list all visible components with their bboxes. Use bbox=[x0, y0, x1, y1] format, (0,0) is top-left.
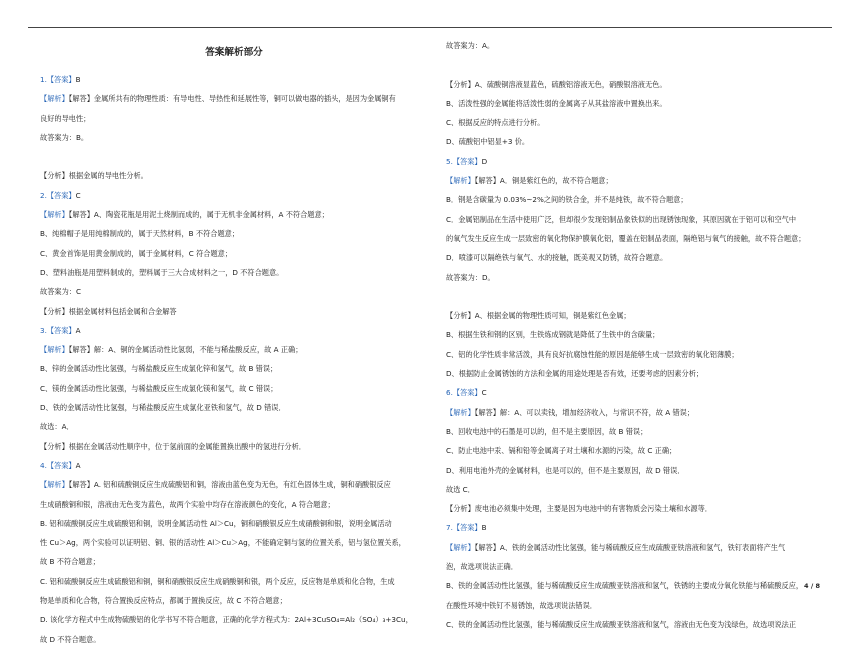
answer-value: B bbox=[481, 523, 487, 533]
right-column bbox=[446, 36, 830, 634]
answer-line bbox=[446, 383, 830, 402]
answer-line bbox=[446, 152, 830, 171]
answer-label: 【答案】 bbox=[46, 190, 76, 200]
answer-value: D bbox=[481, 156, 488, 166]
header-rule bbox=[28, 27, 832, 28]
explanation-line bbox=[40, 205, 428, 224]
explanation-label: 【解析】 bbox=[40, 345, 69, 355]
explanation-text: 【解答】A、陶瓷花瓶是用泥土烧制而成的，属于无机非金属材料，A 不符合题意； bbox=[68, 210, 329, 220]
answer-label: 【答案】 bbox=[452, 156, 482, 166]
answer-value: B bbox=[75, 75, 81, 84]
blank-line bbox=[446, 55, 830, 74]
text-line: 物是单质和化合物，符合置换反应特点，都属于置换反应，故 C 不符合题意； bbox=[40, 596, 287, 606]
answer-value: A bbox=[75, 460, 81, 470]
text-line: 故答案为：C bbox=[40, 287, 81, 297]
explanation-line bbox=[40, 89, 428, 108]
question-number: 4. bbox=[40, 460, 47, 470]
text-line: 生成硝酸铜和银，溶液由无色变为蓝色，故两个实验中均存在溶液颜色的变化，A 符合题意； bbox=[40, 499, 335, 509]
text-line: B、活泼性强的金属能将活泼性弱的金属离子从其盐溶液中置换出来。 bbox=[446, 98, 667, 108]
explanation-text: 【解答】金属所共有的物理性质：有导电性、导热性和延展性等，铜可以做电器的插头，是因为金属铜有 bbox=[68, 94, 396, 104]
text-line: D、根据防止金属锈蚀的方法和金属的用途处理是否有效，还要考虑的因素分析； bbox=[446, 369, 704, 379]
answer-label: 【答案】 bbox=[452, 388, 482, 398]
text-line: 的氧气发生反应生成一层致密的氧化物保护膜氧化铝，覆盖在铝制品表面，隔绝铝与氧气的接触，故不符合题意； bbox=[446, 233, 806, 243]
text-line: B、回收电池中的石墨是可以的，但不是主要原因，故 B 错误； bbox=[446, 426, 648, 436]
text-line: 故答案为：D。 bbox=[446, 272, 495, 282]
text-line: 【分析】废电池必须集中处理，主要是因为电池中的有害物质会污染土壤和水源等． bbox=[446, 504, 712, 514]
explanation-label: 【解析】 bbox=[446, 542, 475, 552]
explanation-line bbox=[40, 340, 428, 359]
answer-label: 【答案】 bbox=[46, 460, 76, 470]
answer-label: 【答案】 bbox=[46, 325, 76, 335]
question-number: 6. bbox=[446, 388, 453, 398]
text-line: C、铝的化学性质非常活泼，具有良好抗腐蚀性能的原因是能够生成一层致密的氧化铝薄膜； bbox=[446, 349, 739, 359]
answer-value: C bbox=[481, 388, 487, 398]
question-number: 5. bbox=[446, 156, 453, 166]
text-line: 【分析】根据金属的导电性分析。 bbox=[40, 171, 148, 181]
text-line: 故 B 不符合题意； bbox=[40, 557, 100, 567]
explanation-label: 【解析】 bbox=[446, 176, 475, 186]
text-line: 在酸性环境中铁钉不易锈蚀，故选项说法错误． bbox=[446, 600, 597, 610]
left-column bbox=[40, 36, 428, 649]
text-line: 性 Cu＞Ag，两个实验可以证明铝、铜、银的活动性 Al＞Cu＞Ag，不能确定铜与氢的位置关系，铝与氢位置关系， bbox=[40, 538, 406, 548]
explanation-line bbox=[446, 171, 830, 190]
text-line: B．钢是含碳量为 0.03%~2%之间的铁合金，并不是纯铁，故不符合题意； bbox=[446, 195, 688, 205]
answer-line bbox=[40, 456, 428, 475]
text-line: B、纯棉帽子是用纯棉制成的，属于天然材料，B 不符合题意； bbox=[40, 229, 240, 239]
explanation-label: 【解析】 bbox=[40, 210, 69, 220]
text-line: 【分析】A、硫酸铜溶液显蓝色，硫酸铝溶液无色，硝酸银溶液无色。 bbox=[446, 79, 667, 89]
text-line: 泡，故选项说法正确． bbox=[446, 562, 518, 572]
text-line: 故答案为：B。 bbox=[40, 132, 89, 142]
text-line: C、防止电池中汞、镉和铅等金属离子对土壤和水源的污染，故 C 正确； bbox=[446, 446, 677, 456]
text-line: 【分析】根据在金属活动性顺序中，位于氢前面的金属能置换出酸中的氢进行分析． bbox=[40, 441, 306, 451]
text-line: C、黄金首饰是用黄金制成的，属于金属材料，C 符合题意； bbox=[40, 248, 233, 258]
explanation-text: 【解答】A．铜是紫红色的，故不符合题意； bbox=[474, 176, 613, 186]
text-line: 故选 C． bbox=[446, 484, 475, 494]
question-number: 3. bbox=[40, 325, 47, 335]
page-title: 答案解析部分 bbox=[205, 47, 263, 58]
page-number: 4 / 8 bbox=[804, 582, 820, 590]
text-line: D、硫酸铝中铝显+3 价。 bbox=[446, 137, 530, 147]
text-line: C、镁的金属活动性比氢强，与稀盐酸反应生成氯化镁和氢气，故 C 错误； bbox=[40, 383, 278, 393]
text-line: D、利用电池外壳的金属材料，也是可以的，但不是主要原因，故 D 错误． bbox=[446, 465, 685, 475]
text-line: B. 铝和硫酸铜反应生成硫酸铝和铜，说明金属活动性 Al＞Cu，铜和硝酸银反应生成硝酸铜和银，说明金属活动 bbox=[40, 518, 392, 528]
question-number: 7. bbox=[446, 523, 453, 533]
text-line: 良好的导电性； bbox=[40, 113, 91, 123]
explanation-line bbox=[446, 403, 830, 422]
answer-label: 【答案】 bbox=[46, 75, 76, 84]
answer-line bbox=[446, 518, 830, 537]
text-line: D．喷漆可以隔绝铁与氧气、水的接触，既美观又防锈，故符合题意。 bbox=[446, 253, 668, 263]
blank-line bbox=[446, 287, 830, 306]
text-line: 【分析】根据金属材料包括金属和合金解答 bbox=[40, 306, 177, 316]
explanation-text: 【解答】A. 铝和硫酸铜反应生成硫酸铝和铜，溶液由蓝色变为无色，有红色固体生成，铜和硝酸银反应 bbox=[68, 480, 391, 490]
explanation-label: 【解析】 bbox=[40, 480, 69, 490]
text-line: C. 铝和硫酸铜反应生成硫酸铝和铜，铜和硝酸银反应生成硝酸铜和银，两个反应，反应物是单质和化合物，生成 bbox=[40, 576, 395, 586]
answer-line bbox=[40, 70, 428, 89]
answer-value: A bbox=[75, 325, 81, 335]
explanation-text: 【解答】解：A、铜的金属活动性比氢弱，不能与稀盐酸反应，故 A 正确； bbox=[68, 345, 303, 355]
text-line: B、锌的金属活动性比氢强，与稀盐酸反应生成氯化锌和氢气，故 B 错误； bbox=[40, 364, 278, 374]
text-line: C、根据反应的特点进行分析。 bbox=[446, 118, 545, 128]
explanation-label: 【解析】 bbox=[40, 94, 69, 104]
explanation-text: 【解答】A、铁的金属活动性比氢强，能与稀硫酸反应生成硫酸亚铁溶液和氢气，铁钉表面将产生气 bbox=[474, 542, 786, 552]
question-number: 1. bbox=[40, 75, 47, 84]
text-line: C．金属铝制品在生活中使用广泛，但却很少发现铝制品象铁似的出现锈蚀现象，其原因就在于铝可以和空气中 bbox=[446, 214, 797, 224]
explanation-line bbox=[40, 475, 428, 494]
text-line: 【分析】A、根据金属的物理性质可知，铜是紫红色金属； bbox=[446, 311, 631, 321]
explanation-label: 【解析】 bbox=[446, 407, 475, 417]
answer-label: 【答案】 bbox=[452, 523, 482, 533]
answer-value: C bbox=[75, 190, 81, 200]
answer-line bbox=[40, 321, 428, 340]
text-line: 故选：A． bbox=[40, 422, 74, 432]
text-line: D. 该化学方程式中生成物硫酸铝的化学书写不符合题意，正确的化学方程式为：2Al+3CuSO₄=Al₂（SO₄）₃+3Cu， bbox=[40, 615, 413, 625]
text-line: D、塑料油瓶是用塑料制成的，塑料属于三大合成材料之一，D 不符合题意。 bbox=[40, 267, 284, 277]
text-line: 故 D 不符合题意。 bbox=[40, 634, 101, 644]
text-line: D、铁的金属活动性比氢强，与稀盐酸反应生成氯化亚铁和氢气，故 D 错误． bbox=[40, 403, 286, 413]
question-number: 2. bbox=[40, 190, 47, 200]
answer-line bbox=[40, 186, 428, 205]
text-line: C、铁的金属活动性比氢强，能与稀硫酸反应生成硫酸亚铁溶液和氢气，溶液由无色变为浅绿色，故选项说法正 bbox=[446, 619, 797, 629]
blank-line bbox=[40, 147, 428, 166]
text-line: B、铁的金属活动性比氢强，能与稀硫酸反应生成硫酸亚铁溶液和氢气，铁锈的主要成分氧化铁能与稀硫酸反应， bbox=[446, 581, 804, 591]
text-line: B、根据生铁和钢的区别，生铁炼成钢就是降低了生铁中的含碳量； bbox=[446, 330, 660, 340]
explanation-line bbox=[446, 538, 830, 557]
text-line: 故答案为：A。 bbox=[446, 41, 495, 50]
explanation-text: 【解答】解：A、可以卖钱，增加经济收入，与常识不符，故 A 错误； bbox=[474, 407, 695, 417]
